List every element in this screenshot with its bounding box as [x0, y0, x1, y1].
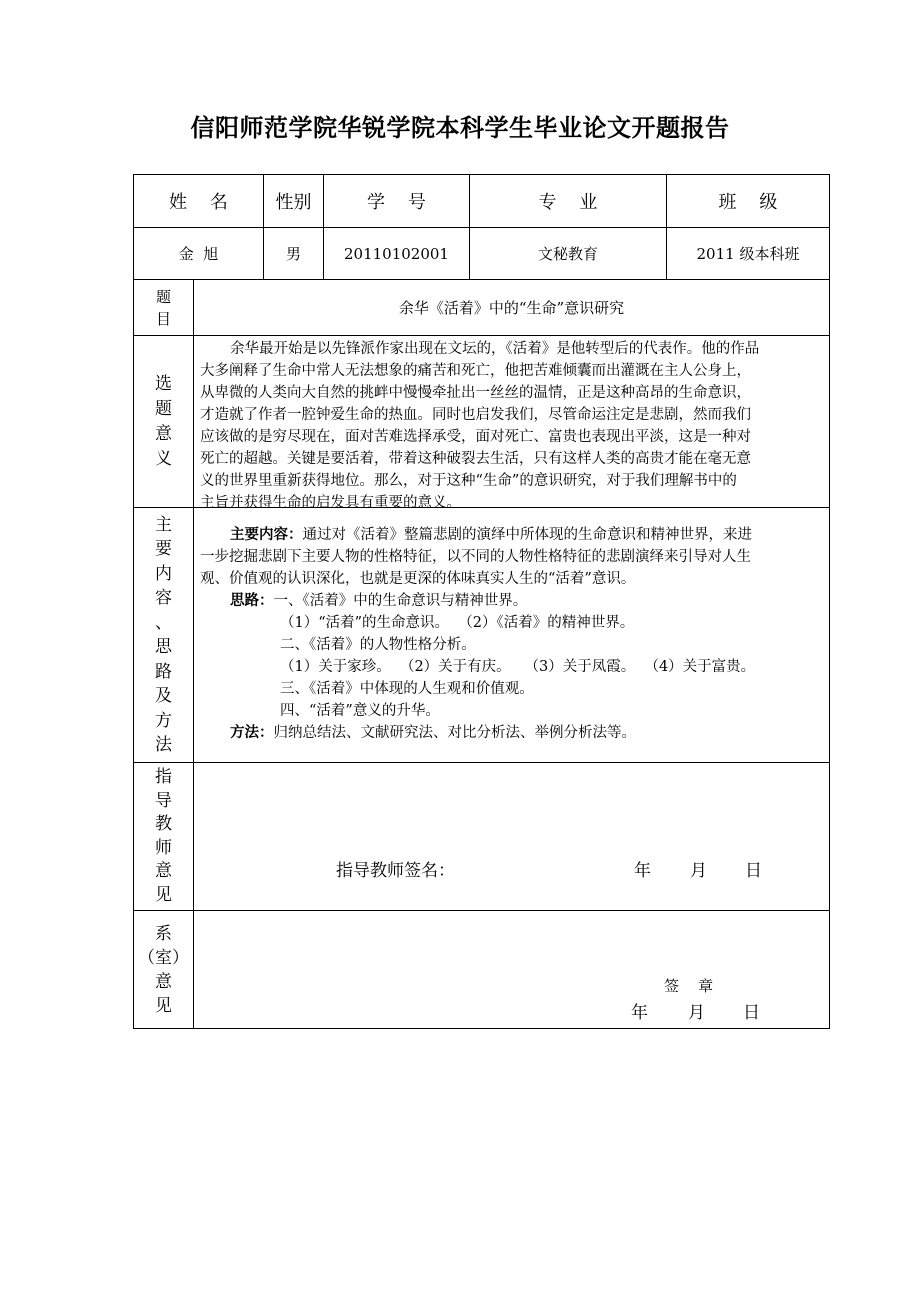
significance-label: 选 题 意 义: [133, 335, 194, 508]
significance-text: 余华最开始是以先锋派作家出现在文坛的，《活着》是他转型后的代表作。他的作品 大多阐释了生命中常人无法想象的痛苦和死亡，他把苦难倾囊而出灌溉在主人公身上， 从卑微的人类向大自然的挑衅中慢慢牵扯出一丝丝的温情，正是这种高昂的生命意识， 才造就了作者一腔钟爱生命的热血。同时也启发我们，尽管命运注定是悲剧，然而我们 应该做的是穷尽现在，面对苦难选择承受，面对死亡、富贵也表现出平淡，这是一种对 死亡的超越。关键是要活着，带着这种破裂去生活，只有这样人类的高贵才能在毫无意 义的世界里重新获得地位。那么，对于这种“生命”的意识研究，对于我们理解书中的 主旨并获得生命的启发具有重要的意义。: [200, 341, 760, 511]
student-gender: 男: [263, 227, 324, 280]
advisor-box: [193, 762, 830, 911]
student-class: 2011 级本科班: [666, 227, 830, 280]
header-name: 姓 名: [133, 174, 264, 228]
advisor-year: 年: [634, 861, 651, 881]
department-day: 日: [743, 1003, 760, 1023]
header-major: 专 业: [469, 174, 667, 228]
student-major: 文秘教育: [469, 227, 667, 280]
department-month: 月: [688, 1003, 705, 1023]
department-label: 系 （室） 意 见: [133, 910, 194, 1029]
idea-label: 思路：: [230, 592, 274, 609]
advisor-label: 指 导 教 师 意 见: [133, 762, 194, 911]
header-gender: 性别: [263, 174, 324, 228]
department-year: 年: [631, 1003, 648, 1023]
student-id: 20110102001: [323, 227, 470, 280]
content-label: 主 要 内 容 、 思 路 及 方 法: [133, 507, 194, 763]
advisor-day: 日: [745, 861, 762, 881]
department-stamp: 签 章: [664, 977, 714, 995]
header-class: 班 级: [666, 174, 830, 228]
main-content-label: 主要内容：: [230, 526, 303, 543]
topic-label: 题 目: [133, 279, 194, 336]
advisor-month: 月: [690, 861, 707, 881]
document-title: 信阳师范学院华锐学院本科学生毕业论文开题报告: [190, 114, 730, 142]
header-student-id: 学 号: [323, 174, 470, 228]
department-box: [193, 910, 830, 1029]
method-label: 方法：: [230, 724, 274, 741]
advisor-signature: 指导教师签名：: [336, 861, 455, 881]
student-name: 金 旭: [133, 227, 264, 280]
topic-value: 余华《活着》中的“生命”意识研究: [193, 279, 830, 336]
content-text: 主要内容：通过对《活着》整篇悲剧的演绎中所体现的生命意识和精神世界，来进 一步挖掘悲剧下主要人物的性格特征，以不同的人物性格特征的悲剧演绎来引导对人生 观、价值观的认识深化，也就是更深的体味真实人生的“活着”意识。 思路：一、《活着》中的生命意识与精神世界。 （1）“活着”的生命意识。 （2）《活着》的精神世界。 二、《活着》的人物性格分析。 （1）关于家珍。 （2）关于有庆。 （3）关于凤霞。 （4）关于富贵。 三、《活着》中体现的人生观和价值观。 四、“活着”意义的升华。 方法：归纳总结法、文献研究法、对比分析法、举例分析法等。: [200, 526, 756, 741]
